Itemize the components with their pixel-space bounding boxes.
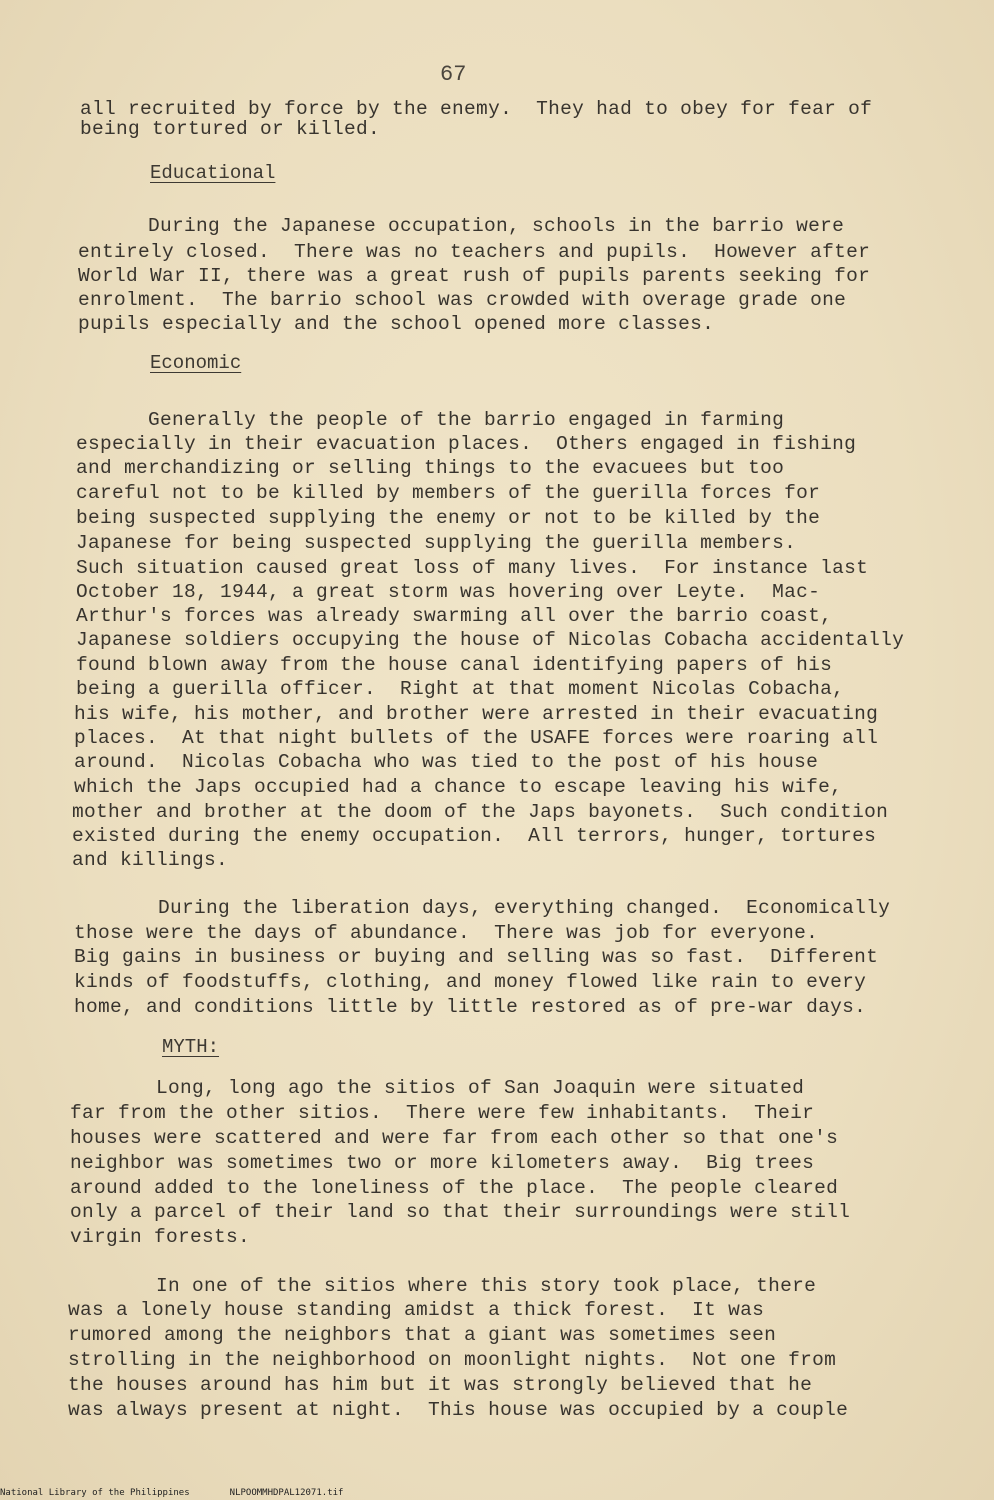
text-line: In one of the sitios where this story took place, there (156, 1275, 817, 1297)
text-line: mother and brother at the doom of the Japs bayonets. Such condition (72, 801, 889, 823)
text-line: which the Japs occupied had a chance to escape leaving his wife, (74, 776, 843, 798)
text-line: Arthur's forces was already swarming all over the barrio coast, (76, 605, 833, 627)
text-line: Big gains in business or buying and selling was so fast. Different (74, 946, 879, 968)
text-line: Such situation caused great loss of many lives. For instance last (76, 557, 869, 579)
text-line: being suspected supplying the enemy or not to be killed by the (76, 507, 821, 529)
text-line: Long, long ago the sitios of San Joaquin were situated (156, 1077, 805, 1099)
page-number: 67 (440, 62, 467, 87)
text-line: home, and conditions little by little restored as of pre-war days. (74, 996, 867, 1018)
text-line: Japanese for being suspected supplying the guerilla members. (76, 532, 797, 554)
section-heading-educational: Educational (150, 162, 276, 184)
text-line: those were the days of abundance. There was job for everyone. (74, 922, 819, 944)
scan-footer (0, 1488, 383, 1498)
text-line: Generally the people of the barrio engaged in farming (148, 409, 785, 431)
text-line: During the Japanese occupation, schools in the barrio were (148, 215, 845, 237)
text-line: all recruited by force by the enemy. They had to obey for fear of (80, 98, 873, 120)
text-line: strolling in the neighborhood on moonlight nights. Not one from (68, 1349, 837, 1371)
text-line: enrolment. The barrio school was crowded with overage grade one (78, 289, 847, 311)
footer-library: National Library of the Philippines (0, 1488, 190, 1498)
text-line: found blown away from the house canal identifying papers of his (76, 654, 833, 676)
text-line: was a lonely house standing amidst a thick forest. It was (68, 1299, 765, 1321)
text-line: and killings. (72, 849, 229, 871)
footer-filename: NLPOOMMHDPAL12071.tif (229, 1488, 344, 1498)
text-line: far from the other sitios. There were few inhabitants. Their (70, 1102, 815, 1124)
section-heading-myth: MYTH: (162, 1036, 220, 1058)
text-line: around added to the loneliness of the place. The people cleared (70, 1177, 839, 1199)
text-line: virgin forests. (70, 1226, 251, 1248)
text-line: pupils especially and the school opened more classes. (78, 313, 715, 335)
text-line: being tortured or killed. (80, 118, 381, 140)
text-line: his wife, his mother, and brother were arrested in their evacuating (74, 703, 879, 725)
text-line: around. Nicolas Cobacha who was tied to the post of his house (74, 751, 819, 773)
text-line: houses were scattered and were far from each other so that one's (70, 1127, 839, 1149)
text-line: only a parcel of their land so that their surroundings were still (70, 1201, 851, 1223)
section-heading-economic: Economic (150, 352, 242, 374)
text-line: October 18, 1944, a great storm was hovering over Leyte. Mac- (76, 581, 821, 603)
text-line: careful not to be killed by members of the guerilla forces for (76, 482, 821, 504)
text-line: World War II, there was a great rush of pupils parents seeking for (78, 265, 871, 287)
text-line: existed during the enemy occupation. All terrors, hunger, tortures (72, 825, 877, 847)
text-line: Japanese soldiers occupying the house of Nicolas Cobacha accidentally (76, 629, 905, 651)
text-line: being a guerilla officer. Right at that moment Nicolas Cobacha, (76, 678, 845, 700)
text-line: neighbor was sometimes two or more kilometers away. Big trees (70, 1152, 815, 1174)
text-line: and merchandizing or selling things to the evacuees but too (76, 457, 785, 479)
text-line: rumored among the neighbors that a giant was sometimes seen (68, 1324, 777, 1346)
text-line: was always present at night. This house was occupied by a couple (68, 1399, 849, 1421)
text-line: the houses around has him but it was strongly believed that he (68, 1374, 813, 1396)
text-line: entirely closed. There was no teachers and pupils. However after (78, 241, 871, 263)
text-line: especially in their evacuation places. Others engaged in fishing (76, 433, 857, 455)
text-line: places. At that night bullets of the USAFE forces were roaring all (74, 727, 879, 749)
text-line: kinds of foodstuffs, clothing, and money flowed like rain to every (74, 971, 867, 993)
text-line: During the liberation days, everything changed. Economically (158, 897, 891, 919)
